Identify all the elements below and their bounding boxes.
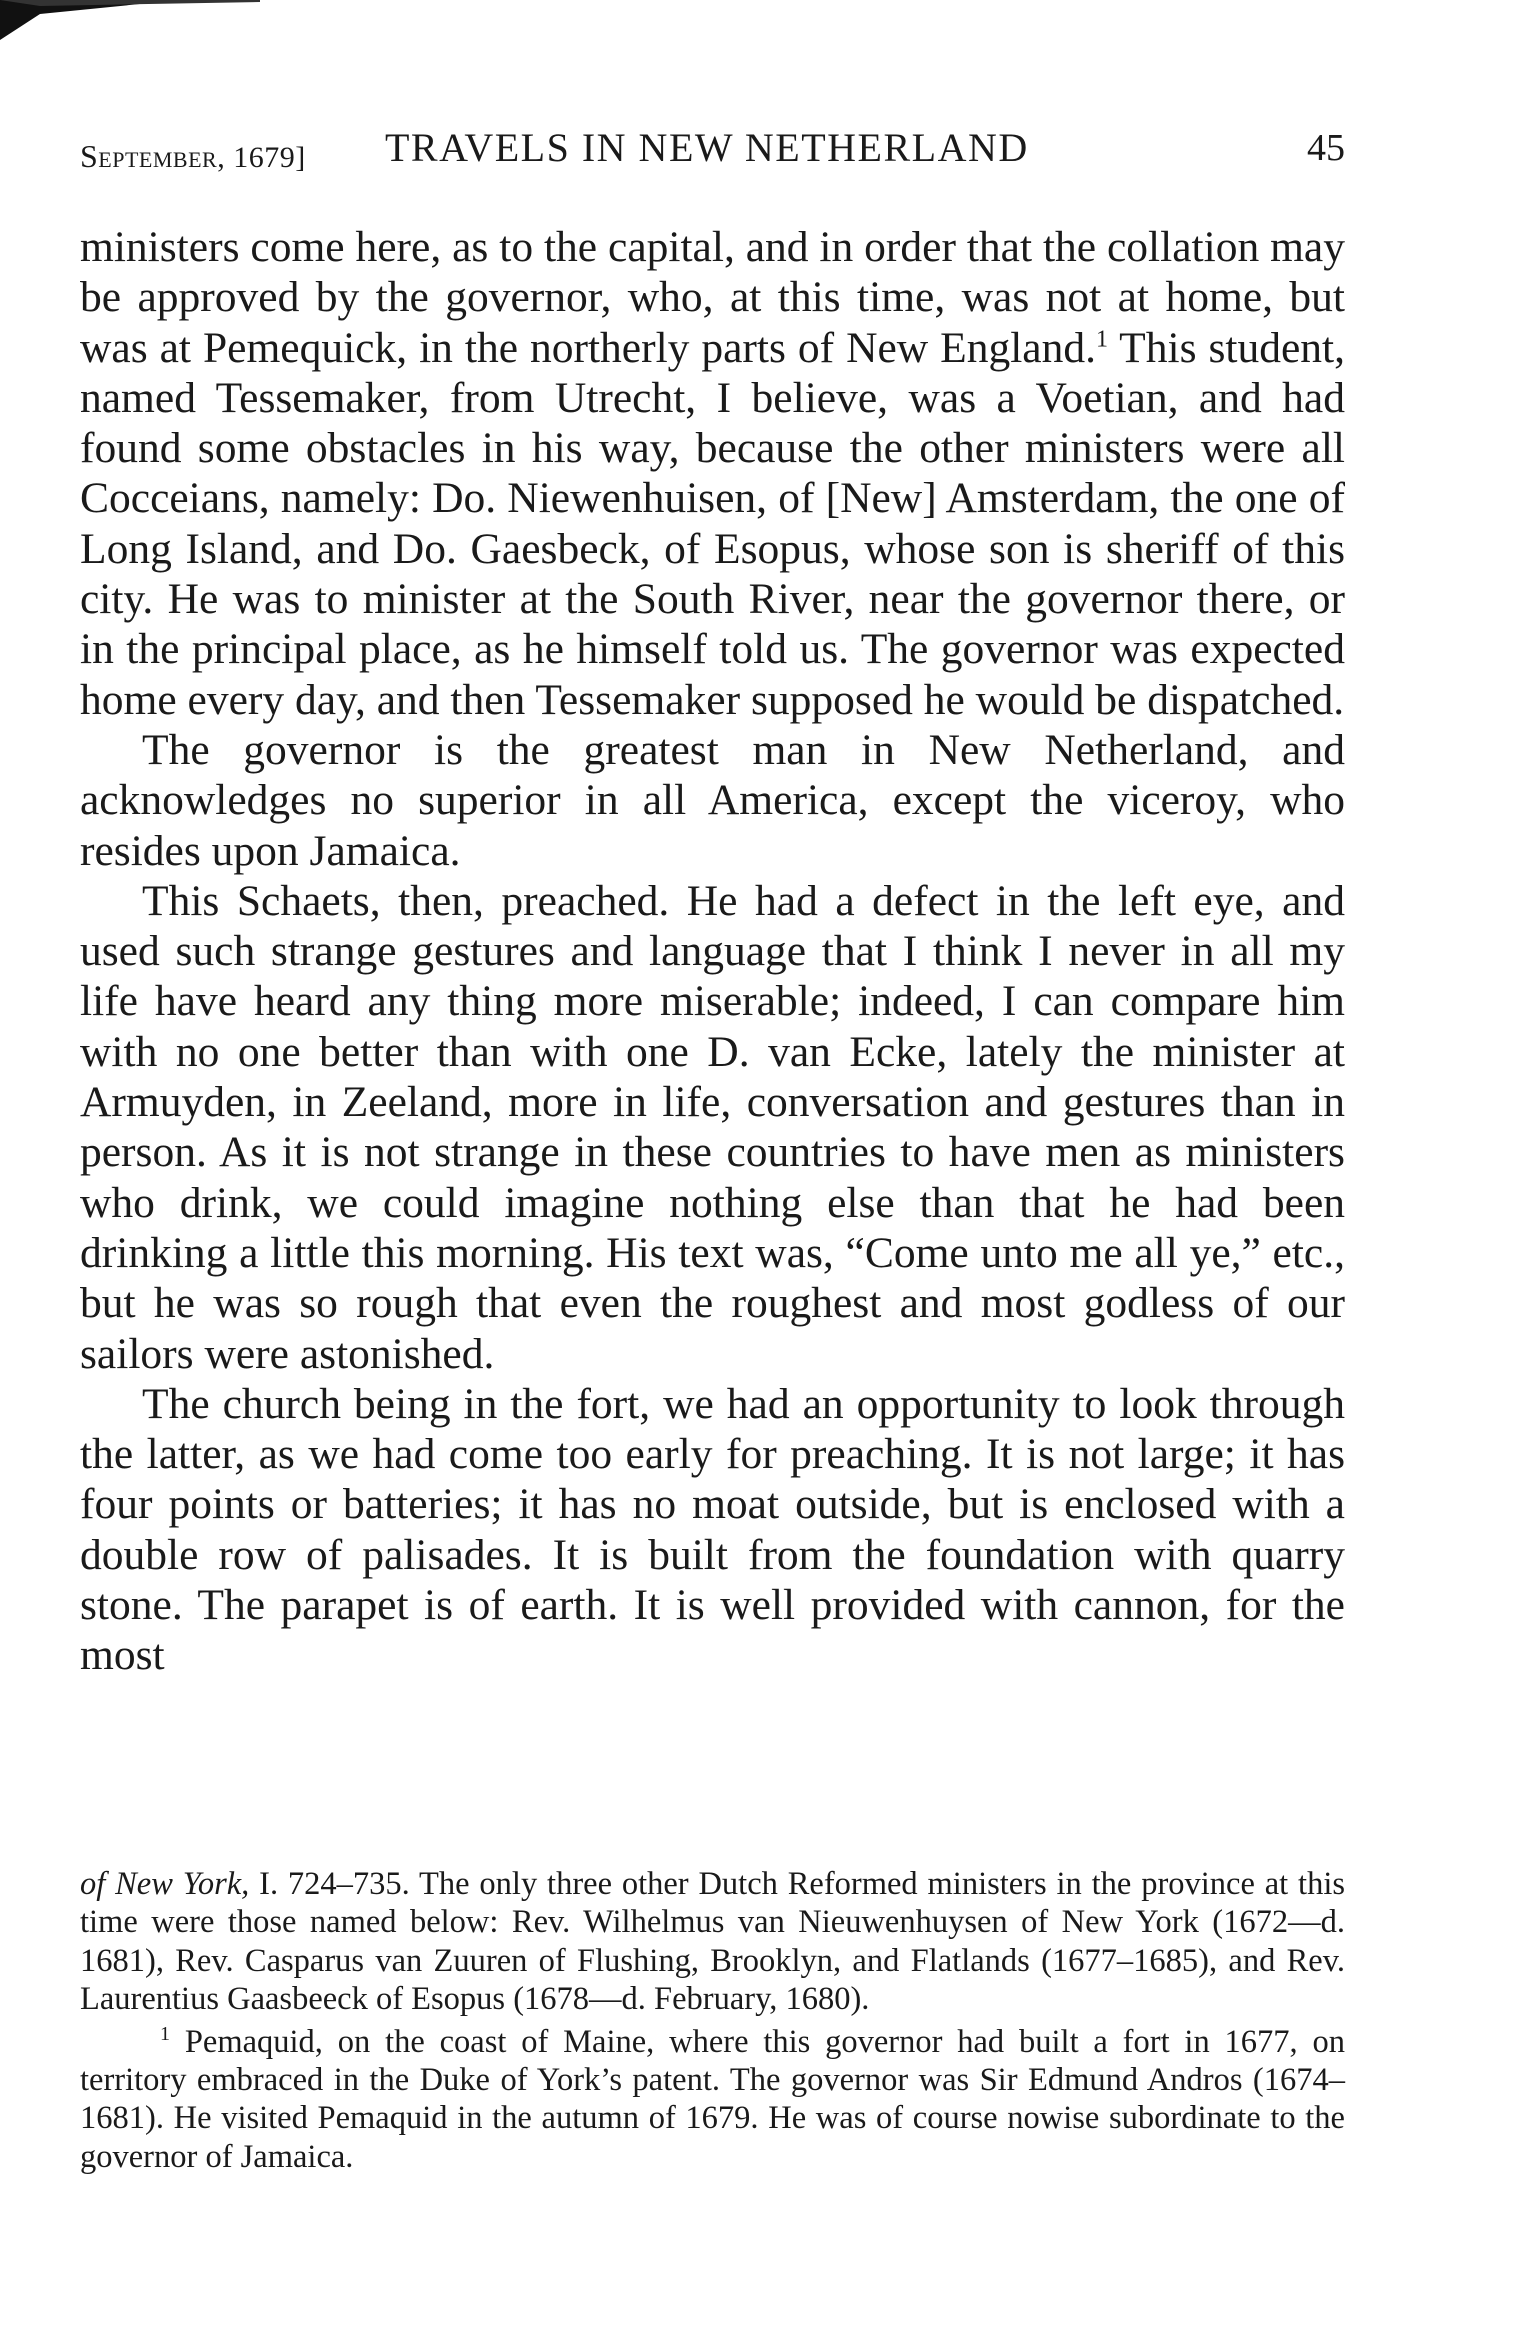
footnote-continuation: of New York, I. 724–735. The only three other Dutch Reformed ministers in the province at this time were those named below: Rev. Wilhelmus van Nieuwenhuysen of New York (1672—d. 1681), Rev. Casparus van Zuuren of Flushing, Brooklyn, and Flatlands (1677–1685), and Rev. Laurentius Gaasbeeck of Esopus (1678—d. February, 1680). xyxy=(80,1866,1345,2018)
paragraph-4: The church being in the fort, we had an opportunity to look through the latter, as we had come too early for preaching. It is not large; it has four points or batteries; it has no moat outside, but is enclosed with a double row of palisades. It is built from the foundation with quarry stone. The parapet is of earth. It is well provided with cannon, for the most xyxy=(80,1379,1345,1680)
paragraph-3: This Schaets, then, preached. He had a defect in the left eye, and used such strange gestures and language that I think I never in all my life have heard any thing more miserable; indeed, I can compare him with no one better than with one D. van Ecke, lately the minister at Armuyden, in Zeeland, more in life, conversation and gestures than in person. As it is not strange in these countries to have men as ministers who drink, we could imagine nothing else than that he had been drinking a little this morning. His text was, “Come unto me all ye,” etc., but he was so rough that even the roughest and most godless of our sailors were astonished. xyxy=(80,876,1345,1378)
footnote-1: $^1$ Pemaquid, on the coast of Maine, where this governor had built a fort in 1677, on territory embraced in the Duke of York’s patent. The governor was Sir Edmund Andros (1674–1681). He visited Pemaquid in the autumn of 1679. He was of course nowise subordinate to the governor of Jamaica. xyxy=(80,2022,1345,2175)
footnote-ref: 1 xyxy=(1096,326,1108,353)
running-header xyxy=(80,118,1345,178)
body-text xyxy=(80,222,1345,1681)
footnotes xyxy=(80,1865,1345,2176)
page-number: 45 xyxy=(1307,127,1345,169)
scan-corner-mark xyxy=(0,0,260,60)
running-head-date: September, 1679] xyxy=(80,138,306,174)
paragraph-2: The governor is the greatest man in New Netherland, and acknowledges no superior in all America, except the viceroy, who resides upon Jamaica. xyxy=(80,725,1345,875)
paragraph-1: ministers come here, as to the capital, and in order that the collation may be approved by the governor, who, at this time, was not at home, but was at Pemequick, in the northerly parts of New England.$^1$ This student, named Tessemaker, from Utrecht, I believe, was a Voetian, and had found some obstacles in his way, because the other ministers were all Cocceians, namely: Do. Niewenhuisen, of [New] Amsterdam, the one of Long Island, and Do. Gaesbeck, of Esopus, whose son is sheriff of this city. He was to minister at the South River, near the governor there, or in the principal place, as he himself told us. The governor was expected home every day, and then Tessemaker supposed he would be dispatched. xyxy=(80,223,1345,724)
running-head-title: TRAVELS IN NEW NETHERLAND xyxy=(385,125,1029,170)
